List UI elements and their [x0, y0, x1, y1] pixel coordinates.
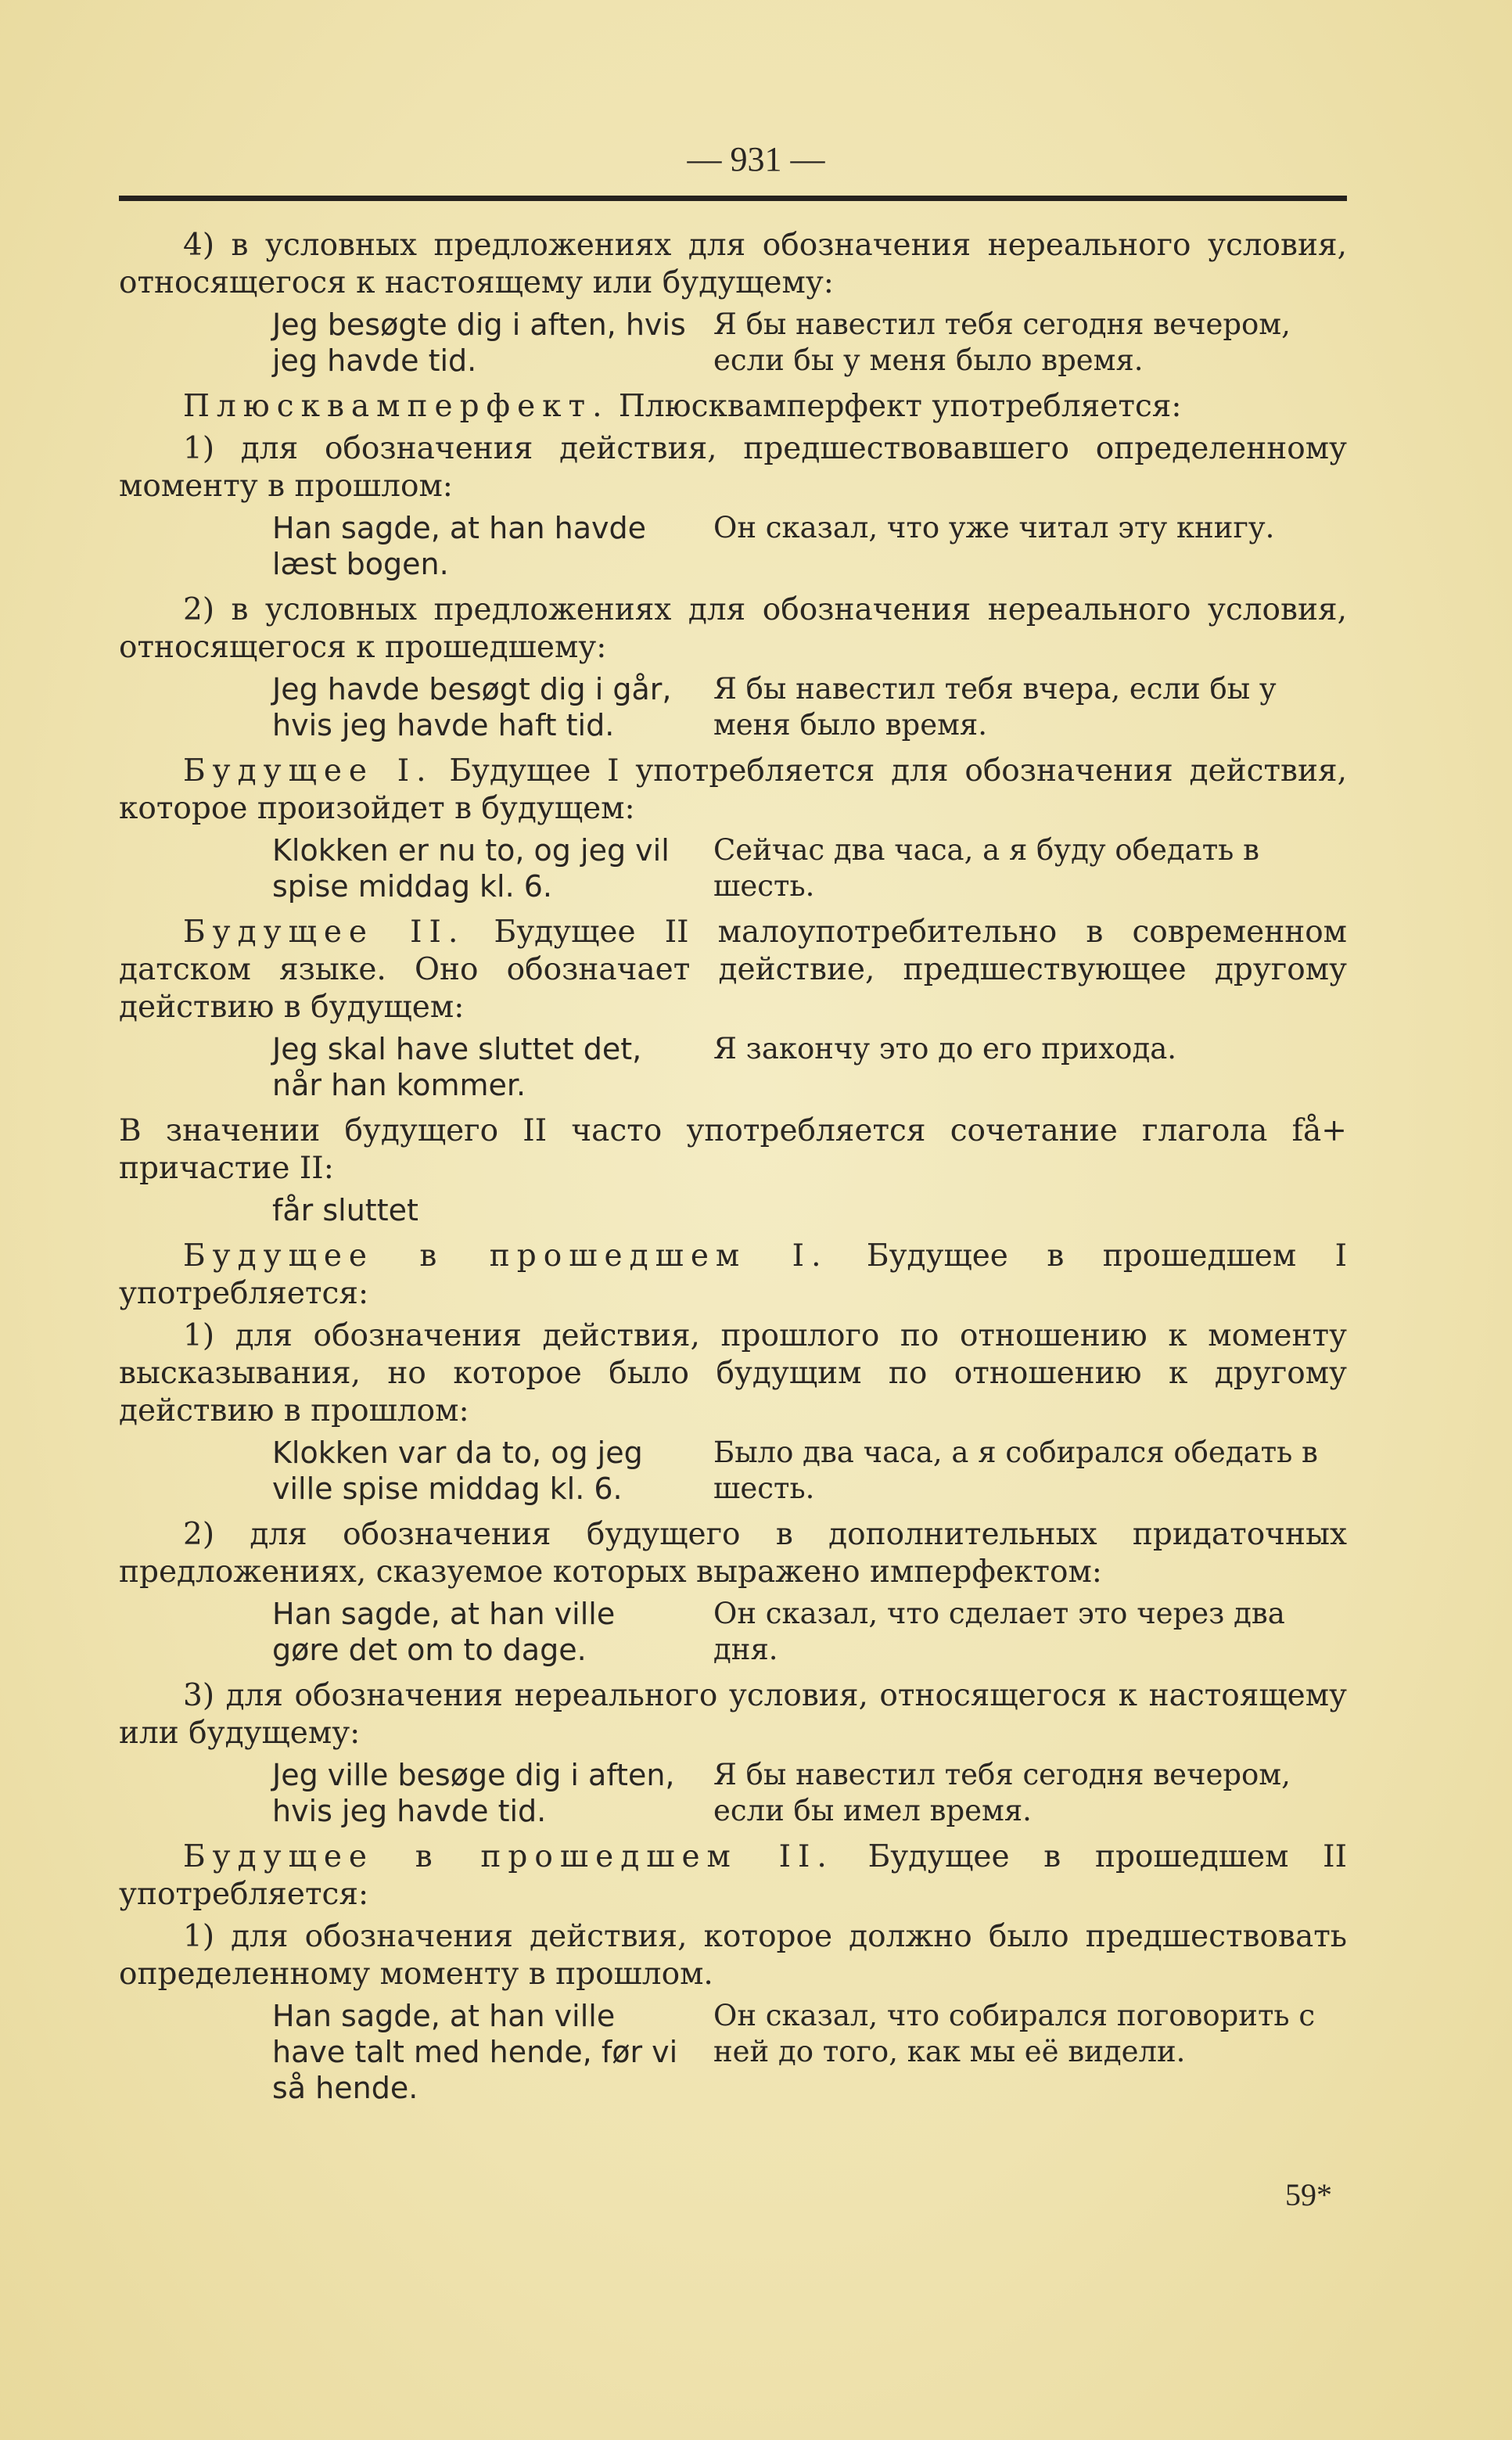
danish-example: Klokken var da to, og jeg ville spise middag kl. 6.: [272, 1436, 643, 1506]
example-pair: [119, 307, 1347, 379]
danish-example: Jeg havde besøgt dig i går, hvis jeg havde haft tid.: [272, 672, 672, 742]
danish-example: Jeg besøgte dig i aften, hvis jeg havde tid.: [272, 307, 686, 378]
section-heading: Будущее I.: [183, 753, 433, 789]
russian-translation: Я закончу это до его прихода.: [713, 1032, 1177, 1065]
russian-translation: Было два часа, а я собирался обедать в шесть.: [713, 1436, 1318, 1505]
danish-example: Han sagde, at han ville have talt med hende, før vi så hende.: [272, 1999, 678, 2105]
section-heading: Будущее в прошедшем II.: [183, 1839, 834, 1874]
paragraph: 1) для обозначения действия, предшествовавшего определенному моменту в прошлом:: [119, 431, 1347, 504]
example-pair: [119, 510, 1347, 582]
section-text: Будущее в прошедшем I употребляется:: [119, 1238, 1347, 1311]
danish-example: Jeg ville besøge dig i aften, hvis jeg havde tid.: [272, 1758, 675, 1828]
section-heading: Плюсквамперфект.: [183, 389, 609, 424]
danish-example: får sluttet: [272, 1193, 418, 1227]
section-text: Будущее II малоупотребительно в современном датском языке. Оно обозначает действие, предшествующее другому действию в будущем:: [119, 915, 1348, 1025]
section-heading-paragraph: [119, 388, 1347, 426]
danish-example: Han sagde, at han ville gøre det om to dage.: [272, 1597, 616, 1667]
section-heading-paragraph: [119, 914, 1347, 1026]
paragraph: 1) для обозначения действия, которое должно было предшествовать определенному моменту в прошлом.: [119, 1919, 1347, 1992]
example-pair: [119, 1031, 1347, 1103]
example-pair: [119, 1998, 1347, 2106]
paragraph: 3) для обозначения нереального условия, относящегося к настоящему или будущему:: [119, 1678, 1347, 1751]
danish-example: Jeg skal have sluttet det, når han kommer.: [272, 1032, 642, 1102]
section-text: Плюсквамперфект употребляется:: [609, 389, 1182, 424]
paragraph: 2) для обозначения будущего в дополнительных придаточных предложениях, сказуемое которых выражено имперфектом:: [119, 1517, 1347, 1590]
example-pair: [119, 832, 1347, 904]
russian-translation: Я бы навестил тебя сегодня вечером, если бы имел время.: [713, 1758, 1291, 1827]
header-rule: [119, 196, 1347, 201]
danish-example: Klokken er nu to, og jeg vil spise middag kl. 6.: [272, 833, 670, 904]
section-heading-paragraph: [119, 1838, 1347, 1914]
section-heading: Будущее в прошедшем I.: [183, 1238, 828, 1274]
example-pair: [119, 1757, 1347, 1829]
paragraph: 4) в условных предложениях для обозначения нереального условия, относящегося к настоящему или будущему:: [119, 228, 1347, 300]
section-heading: Будущее II.: [183, 915, 465, 950]
example-pair: [119, 1596, 1347, 1668]
page-body: [119, 227, 1347, 2115]
russian-translation: Я бы навестил тебя вчера, если бы у меня было время.: [713, 672, 1277, 742]
russian-translation: Он сказал, что сделает это через два дня.: [713, 1597, 1285, 1666]
paragraph: 1) для обозначения действия, прошлого по отношению к моменту высказывания, но которое было будущим по отношению к другому действию в прошлом:: [119, 1318, 1347, 1428]
example-single: [119, 1192, 1347, 1228]
danish-example: Han sagde, at han havde læst bogen.: [272, 511, 647, 581]
section-text: Будущее в прошедшем II употребляется:: [119, 1839, 1347, 1912]
example-pair: [119, 671, 1347, 743]
section-heading-paragraph: [119, 753, 1347, 828]
example-pair: [119, 1435, 1347, 1507]
russian-translation: Он сказал, что уже читал эту книгу.: [713, 511, 1275, 544]
section-heading-paragraph: [119, 1238, 1347, 1313]
russian-translation: Я бы навестил тебя сегодня вечером, если бы у меня было время.: [713, 307, 1291, 377]
paragraph: В значении будущего II часто употребляется сочетание глагола få+ причастие II:: [119, 1113, 1347, 1186]
russian-translation: Он сказал, что собирался поговорить с ней до того, как мы её видели.: [713, 1999, 1316, 2068]
paragraph: 2) в условных предложениях для обозначения нереального условия, относящегося к прошедшему:: [119, 592, 1347, 665]
russian-translation: Сейчас два часа, а я буду обедать в шесть.: [713, 833, 1259, 903]
page-number: — 931 —: [687, 140, 825, 178]
signature-mark: 59*: [1285, 2177, 1332, 2212]
section-text: Будущее I употребляется для обозначения действия, которое произойдет в будущем:: [119, 753, 1347, 826]
